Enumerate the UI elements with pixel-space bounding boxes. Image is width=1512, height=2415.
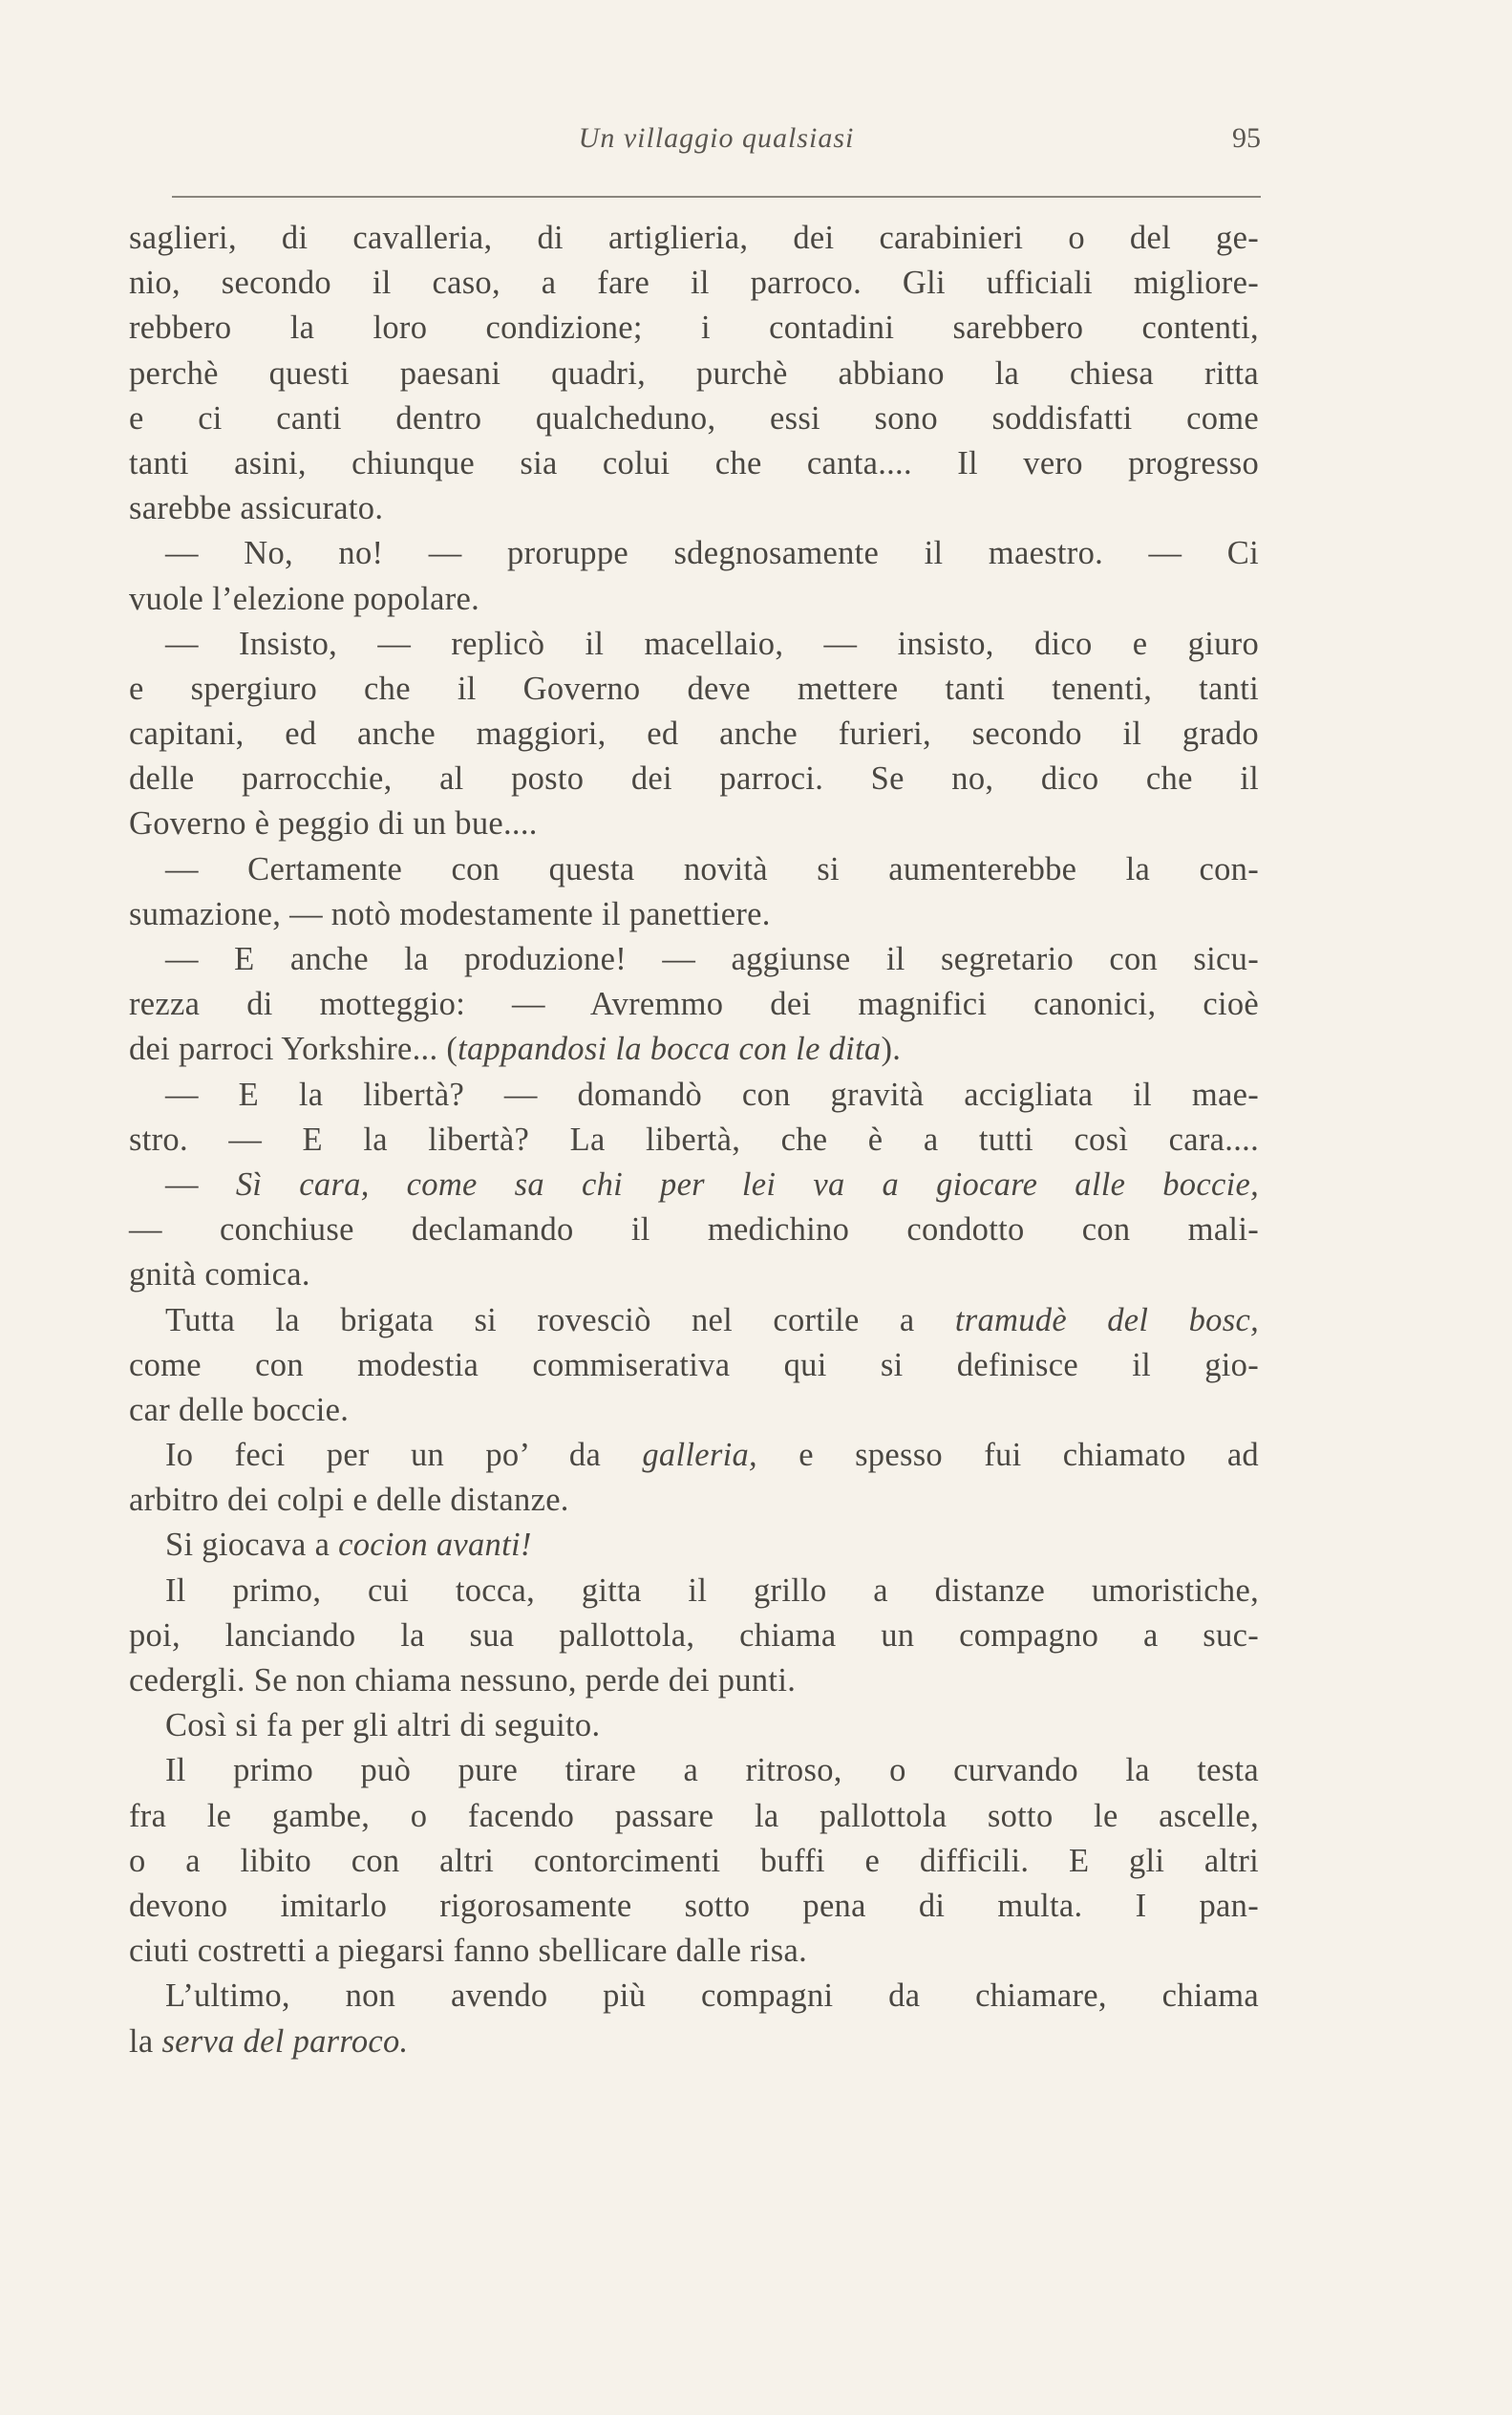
text-line: Si giocava a cocion avanti!: [165, 1527, 532, 1564]
text-line: — conchiuse declamando il medichino condotto con mali-: [129, 1211, 1259, 1249]
text-line: saglieri, di cavalleria, di artiglieria, dei carabinieri o del ge-: [129, 220, 1259, 256]
text-line: nio, secondo il caso, a fare il parroco. Gli ufficiali migliore-: [129, 265, 1259, 302]
text-line: delle parrocchie, al posto dei parroci. Se no, dico che il: [129, 760, 1259, 798]
text-line: — E anche la produzione! — aggiunse il segretario con sicu-: [165, 941, 1259, 977]
text-line: sumazione, — notò modestamente il panettiere.: [129, 895, 771, 932]
text-line: Il primo, cui tocca, gitta il grillo a distanze umoristiche,: [165, 1571, 1259, 1609]
text-line: stro. — E la libertà? La libertà, che è a tutti così cara....: [129, 1121, 1259, 1158]
text-line: e ci canti dentro qualcheduno, essi sono soddisfatti come: [129, 399, 1259, 437]
text-line: ciuti costretti a piegarsi fanno sbellicare dalle risa.: [129, 1933, 808, 1970]
text-line: Tutta la brigata si rovesciò nel cortile a tramudè del bosc,: [165, 1301, 1259, 1338]
text-line: Così si fa per gli altri di seguito.: [165, 1707, 601, 1744]
text-line: L’ultimo, non avendo più compagni da chiamare, chiama: [165, 1977, 1259, 2015]
text-line: Governo è peggio di un bue....: [129, 805, 538, 843]
text-line: devono imitarlo rigorosamente sotto pena di multa. I pan-: [129, 1887, 1259, 1924]
text-line: — No, no! — proruppe sdegnosamente il maestro. — Ci: [165, 535, 1259, 572]
page-number: 95: [1232, 122, 1261, 154]
text-line: la serva del parroco.: [129, 2022, 409, 2060]
text-line: gnità comica.: [129, 1256, 310, 1293]
text-line: — Certamente con questa novità si aumenterebbe la con-: [165, 850, 1259, 887]
text-line: rezza di motteggio: — Avremmo dei magnifici canonici, cioè: [129, 986, 1259, 1023]
text-line: sarebbe assicurato.: [129, 490, 384, 527]
text-line: perchè questi paesani quadri, purchè abbiano la chiesa ritta: [129, 354, 1259, 392]
text-line: — Sì cara, come sa chi per lei va a giocare alle boccie,: [165, 1165, 1259, 1203]
text-line: e spergiuro che il Governo deve mettere tanti tenenti, tanti: [129, 670, 1259, 707]
running-head: [172, 122, 1261, 170]
text-line: — Insisto, — replicò il macellaio, — insisto, dico e giuro: [165, 625, 1259, 662]
header-rule: [172, 196, 1261, 198]
text-line: rebbero la loro condizione; i contadini sarebbero contenti,: [129, 310, 1259, 347]
text-line: fra le gambe, o facendo passare la pallottola sotto le ascelle,: [129, 1797, 1259, 1834]
text-line: o a libito con altri contorcimenti buffi e difficili. E gli altri: [129, 1842, 1259, 1879]
text-line: dei parroci Yorkshire... (tappandosi la bocca con le dita).: [129, 1031, 902, 1068]
running-title: Un villaggio qualsiasi: [578, 122, 855, 154]
text-line: capitani, ed anche maggiori, ed anche furieri, secondo il grado: [129, 716, 1259, 753]
text-line: — E la libertà? — domandò con gravità accigliata il mae-: [165, 1076, 1259, 1113]
text-line: poi, lanciando la sua pallottola, chiama un compagno a suc-: [129, 1616, 1259, 1654]
text-line: arbitro dei colpi e delle distanze.: [129, 1482, 569, 1519]
text-line: car delle boccie.: [129, 1391, 350, 1428]
text-line: come con modestia commiserativa qui si definisce il gio-: [129, 1346, 1259, 1383]
text-line: tanti asini, chiunque sia colui che canta.... Il vero progresso: [129, 444, 1259, 481]
body-text: [129, 216, 1259, 2064]
text-line: Io feci per un po’ da galleria, e spesso fui chiamato ad: [165, 1437, 1259, 1474]
text-line: cedergli. Se non chiama nessuno, perde dei punti.: [129, 1662, 797, 1699]
text-line: Il primo può pure tirare a ritroso, o curvando la testa: [165, 1752, 1259, 1789]
text-line: vuole l’elezione popolare.: [129, 580, 480, 617]
